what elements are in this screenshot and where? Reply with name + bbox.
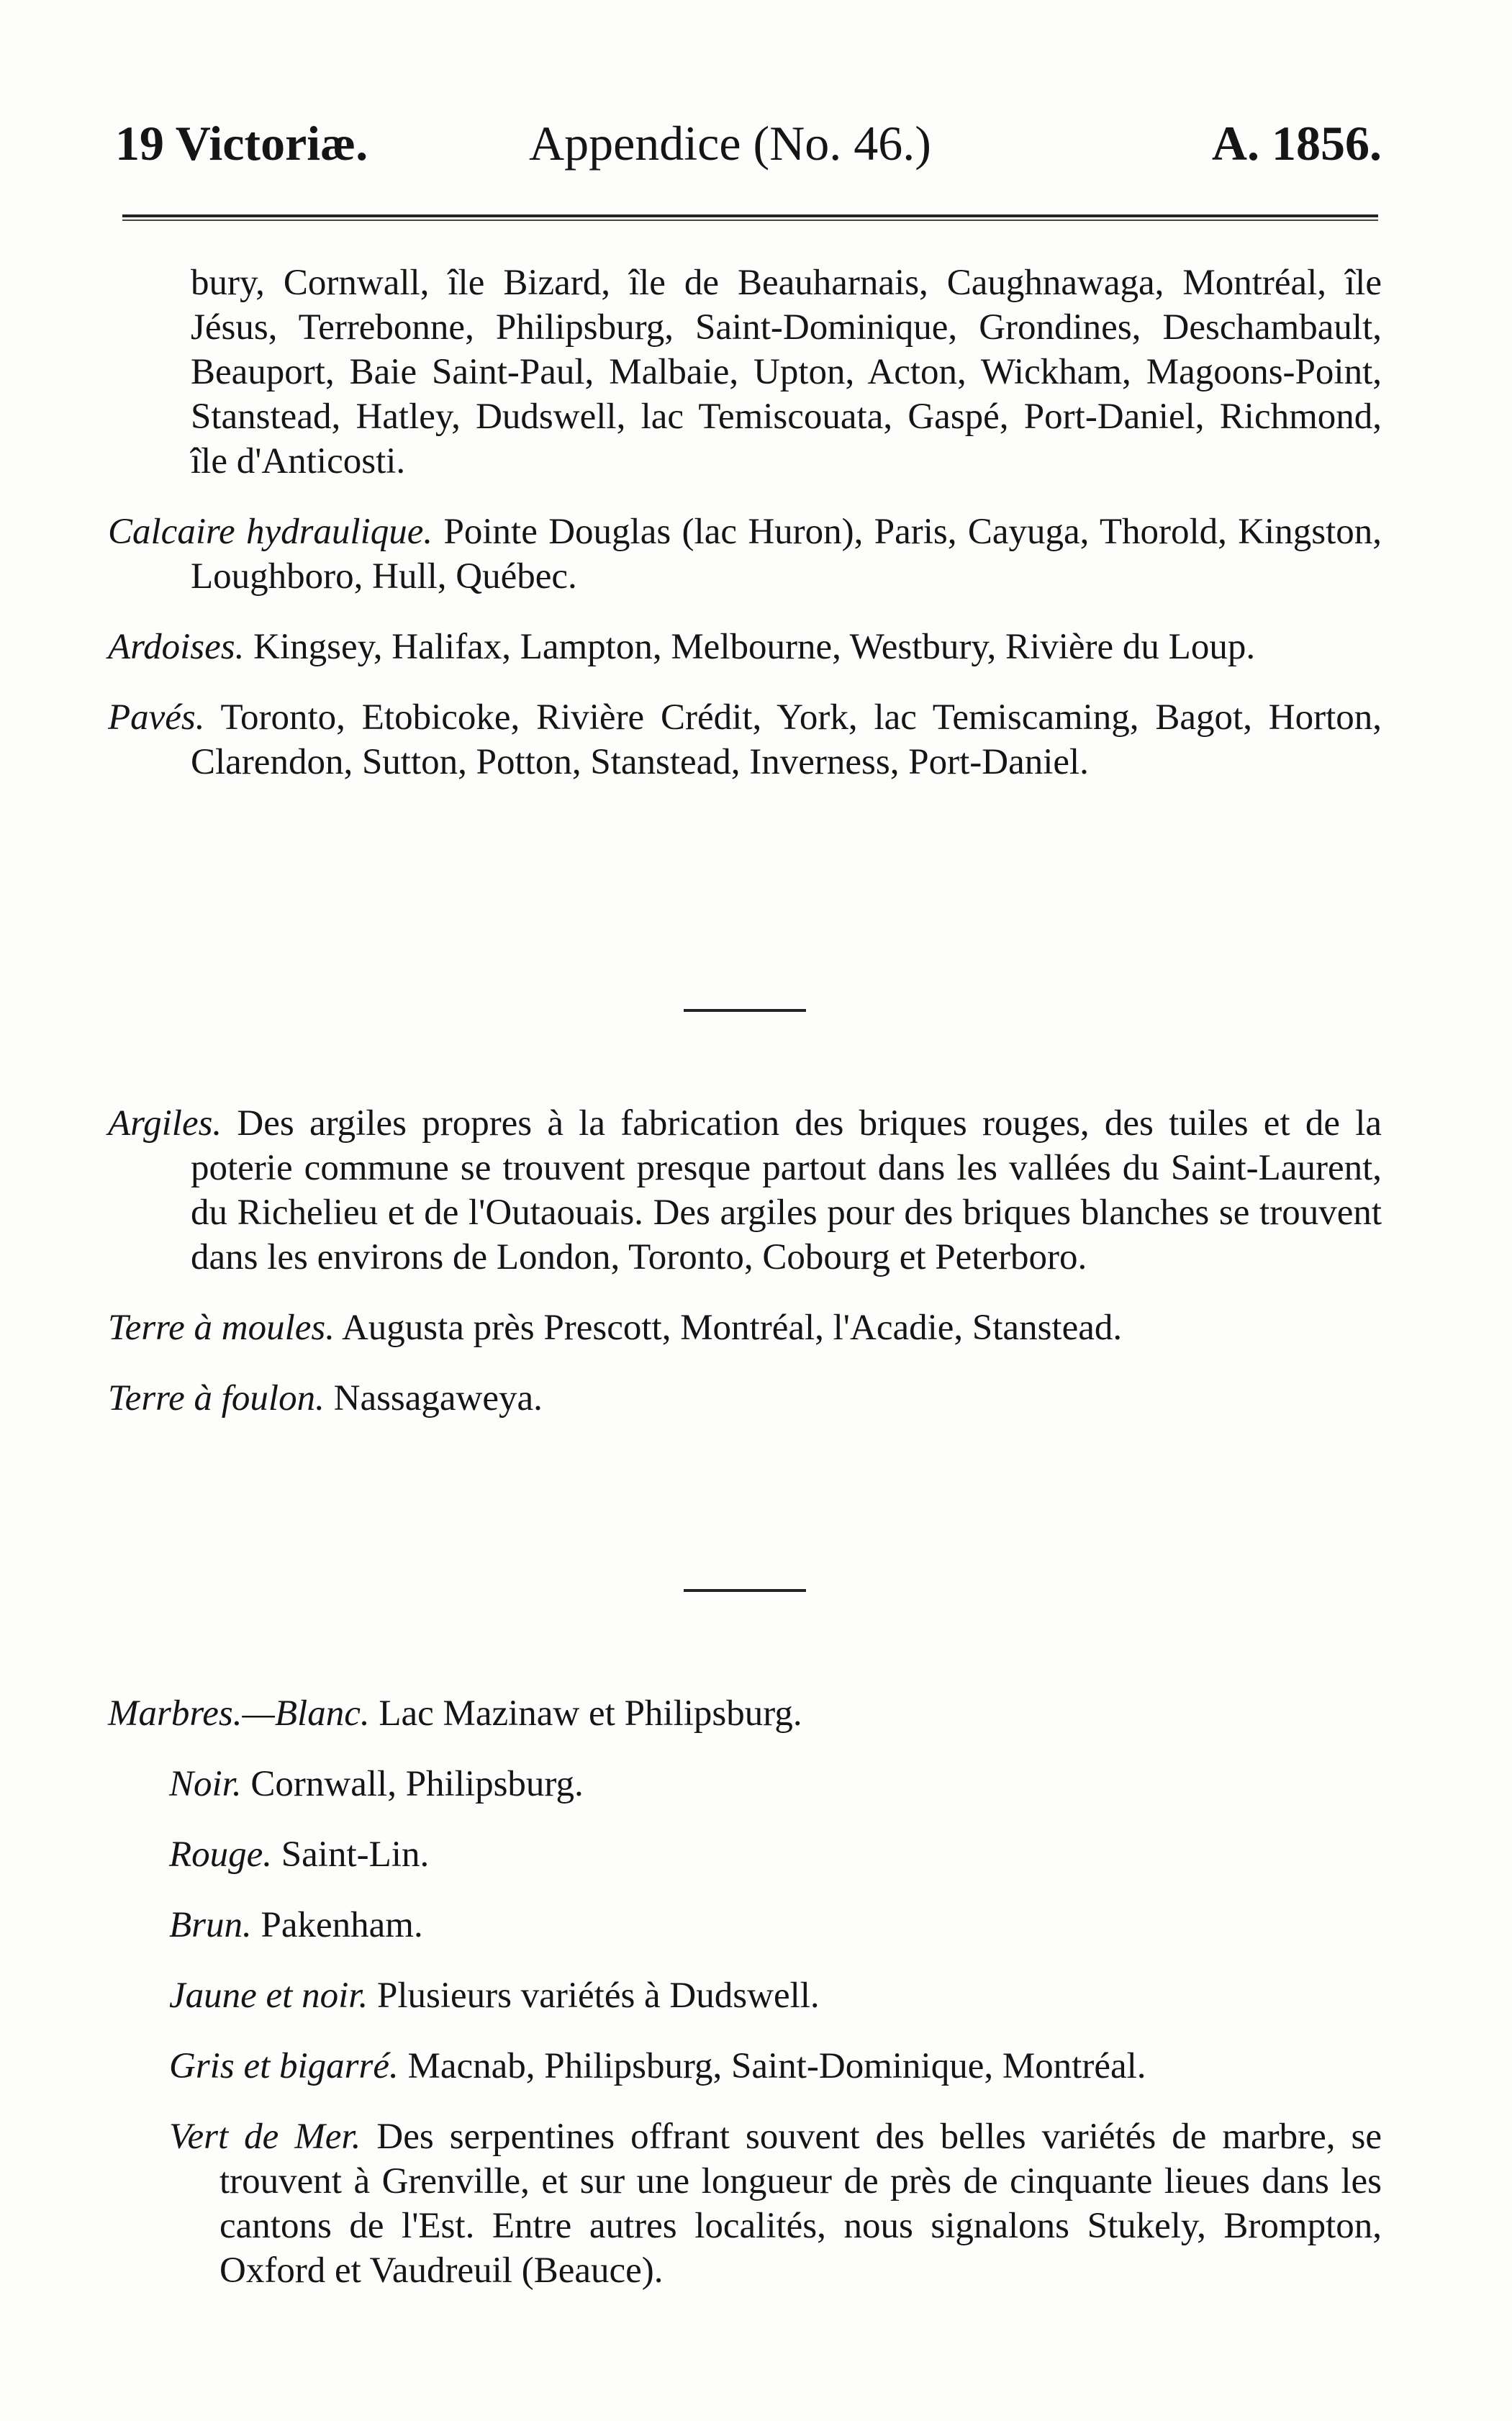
entry-label: Ardoises. (108, 627, 245, 667)
entry-label: Pavés. (108, 697, 205, 738)
section-divider (684, 1009, 806, 1012)
section-building-stones (108, 261, 1382, 784)
continuation-paragraph: bury, Cornwall, île Bizard, île de Beauharnais, Caughnawaga, Montréal, île Jésus, Terrebonne, Philipsburg, Saint-Dominique, Grondines, Deschambault, Beauport, Baie Saint-Paul, Malbaie, Upton, Acton, Wickham, Magoons-Point, Stanstead, Hatley, Dudswell, lac Temiscouata, Gaspé, Port-Daniel, Richmond, île d'Anticosti. (191, 263, 1382, 481)
entry-paves (108, 695, 1382, 784)
entry-text: Saint-Lin. (281, 1834, 430, 1875)
entry-text: Cornwall, Philipsburg. (250, 1764, 584, 1804)
entry-text: Toronto, Etobicoke, Rivière Crédit, York, lac Temiscaming, Bagot, Horton, Clarendon, Sutton, Potton, Stanstead, Inverness, Port-Daniel. (191, 697, 1382, 782)
header-appendix: Appendice (No. 46.) (529, 116, 931, 171)
entry-text: Augusta près Prescott, Montréal, l'Acadie, Stanstead. (341, 1308, 1123, 1348)
entry-marbres-blanc (108, 1691, 1382, 1736)
entry-calcaire-hydraulique (108, 510, 1382, 599)
entry-argiles (108, 1101, 1382, 1280)
entry-text: Des serpentines offrant souvent des belles variétés de marbre, se trouvent à Grenville, et sur une longueur de près de cinquante lieues dans les cantons de l'Est. Entre autres localités, nous signalons Stukely, Brompton, Oxford et Vaudreuil (Beauce). (219, 2117, 1382, 2291)
entry-label: Rouge. (169, 1834, 273, 1875)
entry-text: Plusieurs variétés à Dudswell. (376, 1976, 820, 2016)
entry-terre-a-moules (108, 1305, 1382, 1350)
entry-jaune-et-noir (108, 1973, 1382, 2018)
entry-text: Nassagaweya. (333, 1378, 543, 1418)
entry-text: Macnab, Philipsburg, Saint-Dominique, Montréal. (407, 2046, 1146, 2086)
entry-text: Des argiles propres à la fabrication des briques rouges, des tuiles et de la poterie commune se trouvent presque partout dans les vallées du Saint-Laurent, du Richelieu et de l'Outaouais. Des argiles pour des briques blanches se trouvent dans les environs de London, Toronto, Cobourg et Peterboro. (191, 1103, 1382, 1277)
entry-text: Lac Mazinaw et Philipsburg. (379, 1693, 802, 1734)
entry-gris-et-bigarre (108, 2044, 1382, 2089)
entry-label: Terre à moules. (108, 1308, 335, 1348)
entry-text: Pointe Douglas (lac Huron), Paris, Cayuga, Thorold, Kingston, Loughboro, Hull, Québec. (191, 512, 1382, 597)
header-rule (122, 214, 1378, 221)
entry-label: Marbres.—Blanc. (108, 1693, 370, 1734)
entry-label: Brun. (169, 1905, 252, 1945)
entry-label: Argiles. (108, 1103, 222, 1144)
entry-terre-a-foulon (108, 1376, 1382, 1421)
entry-noir (108, 1762, 1382, 1806)
entry-label: Terre à foulon. (108, 1378, 325, 1418)
entry-brun (108, 1903, 1382, 1947)
section-divider (684, 1589, 806, 1592)
section-clays (108, 1101, 1382, 1421)
page-header (115, 115, 1382, 173)
entry-label: Vert de Mer. (169, 2117, 361, 2157)
entry-text: Pakenham. (261, 1905, 423, 1945)
entry-label: Noir. (169, 1764, 242, 1804)
header-session: 19 Victoriæ. (115, 116, 368, 171)
entry-label: Gris et bigarré. (169, 2046, 399, 2086)
section-marbles (108, 1691, 1382, 2293)
entry-ardoises (108, 625, 1382, 669)
entry-vert-de-mer (108, 2114, 1382, 2293)
entry-label: Jaune et noir. (169, 1976, 368, 2016)
entry-rouge (108, 1832, 1382, 1877)
entry-label: Calcaire hydraulique. (108, 512, 433, 552)
entry-text: Kingsey, Halifax, Lampton, Melbourne, Westbury, Rivière du Loup. (253, 627, 1256, 667)
header-year: A. 1856. (1211, 116, 1382, 171)
